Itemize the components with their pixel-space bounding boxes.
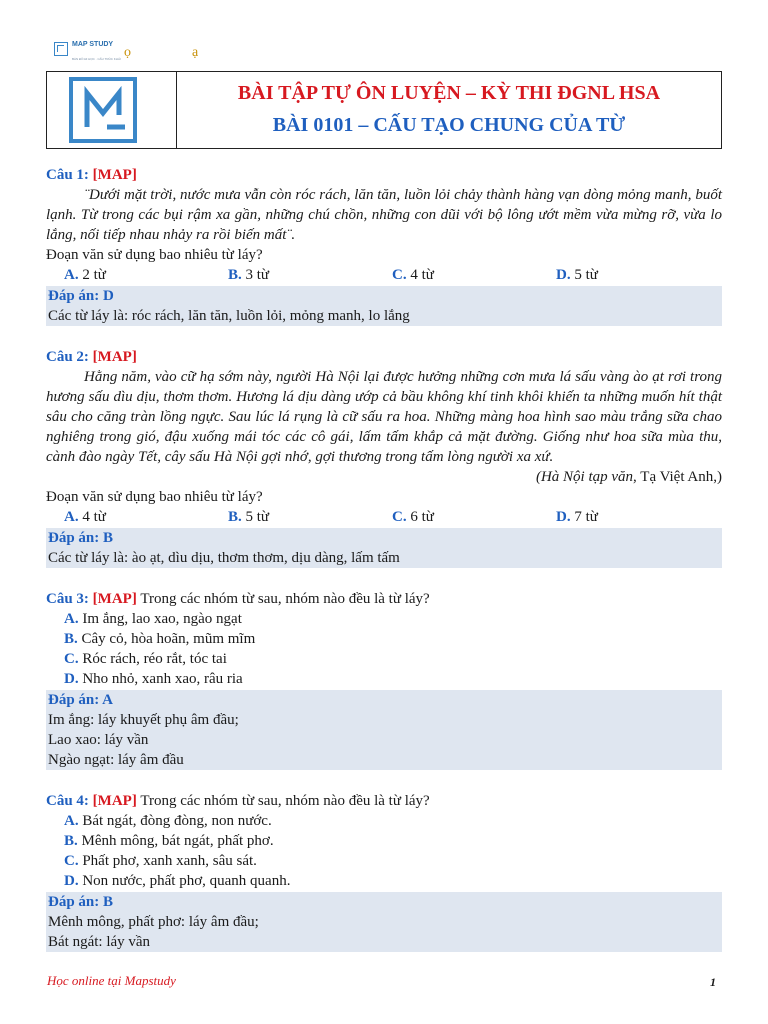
question-3-answer — [46, 690, 722, 770]
header-box — [46, 71, 722, 149]
question-4-header — [46, 792, 722, 811]
question-2-header — [46, 348, 722, 367]
top-mark-2: ạ — [192, 45, 199, 60]
question-number: Câu 2: — [46, 349, 89, 365]
answer-explanation: Mênh mông, phất phơ: láy âm đầu; — [48, 914, 259, 930]
question-4-text: Trong các nhóm từ sau, nhóm nào đều là từ láy? — [140, 793, 430, 809]
top-brand-bar — [54, 40, 454, 66]
passage-source: (Hà Nội tạp văn, Tạ Việt Anh,) — [535, 469, 722, 485]
option-b[interactable]: B. 3 từ — [228, 267, 270, 283]
option-a[interactable]: A. 2 từ — [64, 267, 106, 283]
answer-explanation: Bát ngát: láy vần — [48, 934, 151, 950]
footer-link[interactable]: Học online tại Mapstudy — [47, 973, 176, 988]
question-tag: [MAP] — [92, 349, 137, 365]
question-1-text: Đoạn văn sử dụng bao nhiêu từ láy? — [46, 247, 263, 263]
answer-explanation: Các từ láy là: ào ạt, dìu dịu, thơm thơm, dịu dàng, lấm tấm — [48, 550, 400, 566]
answer-explanation: Im ắng: láy khuyết phụ âm đầu; — [48, 712, 239, 728]
answer-explanation: Lao xao: láy vần — [48, 732, 149, 748]
question-1-answer — [46, 286, 722, 326]
header-logo-cell — [47, 72, 177, 148]
doc-subtitle: BÀI 0101 – CẤU TẠO CHUNG CỦA TỪ — [272, 114, 626, 136]
top-mark-1: ọ — [124, 45, 131, 60]
option-c[interactable]: C. 6 từ — [392, 509, 434, 525]
answer-explanation: Ngào ngạt: láy âm đầu — [48, 752, 184, 768]
answer-explanation: Các từ láy là: róc rách, lăn tăn, luồn lỏi, mỏng manh, lo lắng — [48, 308, 410, 324]
option-b[interactable]: B. Cây cỏ, hòa hoãn, mũm mĩm — [64, 631, 256, 647]
question-2-answer — [46, 528, 722, 568]
option-b[interactable]: B. Mênh mông, bát ngát, phất phơ. — [64, 833, 274, 849]
question-tag: [MAP] — [92, 793, 137, 809]
answer-label: Đáp án: B — [48, 894, 114, 910]
question-tag: [MAP] — [92, 167, 137, 183]
question-number: Câu 3: — [46, 591, 89, 607]
question-3-header — [46, 590, 722, 609]
option-d[interactable]: D. 5 từ — [556, 267, 598, 283]
brand-name: MAP STUDY — [72, 41, 114, 48]
question-2-text: Đoạn văn sử dụng bao nhiêu từ láy? — [46, 489, 263, 505]
option-c[interactable]: C. 4 từ — [392, 267, 434, 283]
question-2-passage: Hằng năm, vào cữ hạ sớm này, người Hà Nội lại được hưởng những cơn mưa lá sấu vàng ào ạt rơi trong hương sấu dìu dịu, thơm thơm. Hương lá dịu dàng ướp cả bầu không khí tinh khôi khiến ta những muốn hít thật sâu cho căng tràn lồng ngực. Sau lúc lá rụng là cữ sấu ra hoa. Những màng hoa hình sao màu trắng sữa chao nghiêng trong gió, đậu xuống mái tóc các cô gái, lấm tấm khắp cả mặt đường. Giống như hoa sữa mùa thu, cành đào ngày Tết, cây sấu Hà Nội gợi nhớ, gợi thương trong tấm lòng người xa xứ. — [46, 369, 722, 465]
option-d[interactable]: D. 7 từ — [556, 509, 598, 525]
option-c[interactable]: C. Róc rách, réo rắt, tóc tai — [64, 651, 227, 667]
answer-label: Đáp án: A — [48, 692, 114, 708]
option-a[interactable]: A. Bát ngát, đòng đòng, non nước. — [64, 813, 272, 829]
question-1-passage: ¨Dưới mặt trời, nước mưa vẫn còn róc rách, lăn tăn, luồn lỏi chảy thành hàng vạn dòng mỏng manh, buốt lạnh. Từ trong các bụi rậm xa gần, những chú chồn, những con dũi với bộ lông ướt mềm vừa mừng rỡ, vừa lo lắng, nối tiếp nhau nhảy ra rồi biến mất¨. — [46, 187, 722, 243]
page-number: 1 — [710, 975, 716, 989]
doc-title: BÀI TẬP TỰ ÔN LUYỆN – KỲ THI ĐGNL HSA — [237, 82, 661, 104]
option-a[interactable]: A. 4 từ — [64, 509, 106, 525]
question-3-text: Trong các nhóm từ sau, nhóm nào đều là từ láy? — [140, 591, 430, 607]
option-d[interactable]: D. Non nước, phất phơ, quanh quanh. — [64, 873, 291, 889]
brand-tagline: BẢN ĐỒ ĐI HỌC · CẤU TRÚC KHÁI — [72, 57, 121, 61]
option-c[interactable]: C. Phất phơ, xanh xanh, sâu sát. — [64, 853, 257, 869]
question-4-answer — [46, 892, 722, 952]
question-2-options — [46, 507, 722, 527]
question-number: Câu 4: — [46, 793, 89, 809]
question-1-options — [46, 265, 722, 285]
document-body — [46, 166, 722, 952]
question-tag: [MAP] — [92, 591, 137, 607]
option-d[interactable]: D. Nho nhỏ, xanh xao, râu ria — [64, 671, 243, 687]
answer-label: Đáp án: B — [48, 530, 114, 546]
mapstudy-logo-icon — [54, 42, 68, 56]
question-number: Câu 1: — [46, 167, 89, 183]
mapstudy-logo-large-icon — [69, 77, 137, 143]
answer-label: Đáp án: D — [48, 288, 114, 304]
question-1-header — [46, 166, 722, 185]
option-b[interactable]: B. 5 từ — [228, 509, 270, 525]
option-a[interactable]: A. Im ắng, lao xao, ngào ngạt — [64, 611, 242, 627]
